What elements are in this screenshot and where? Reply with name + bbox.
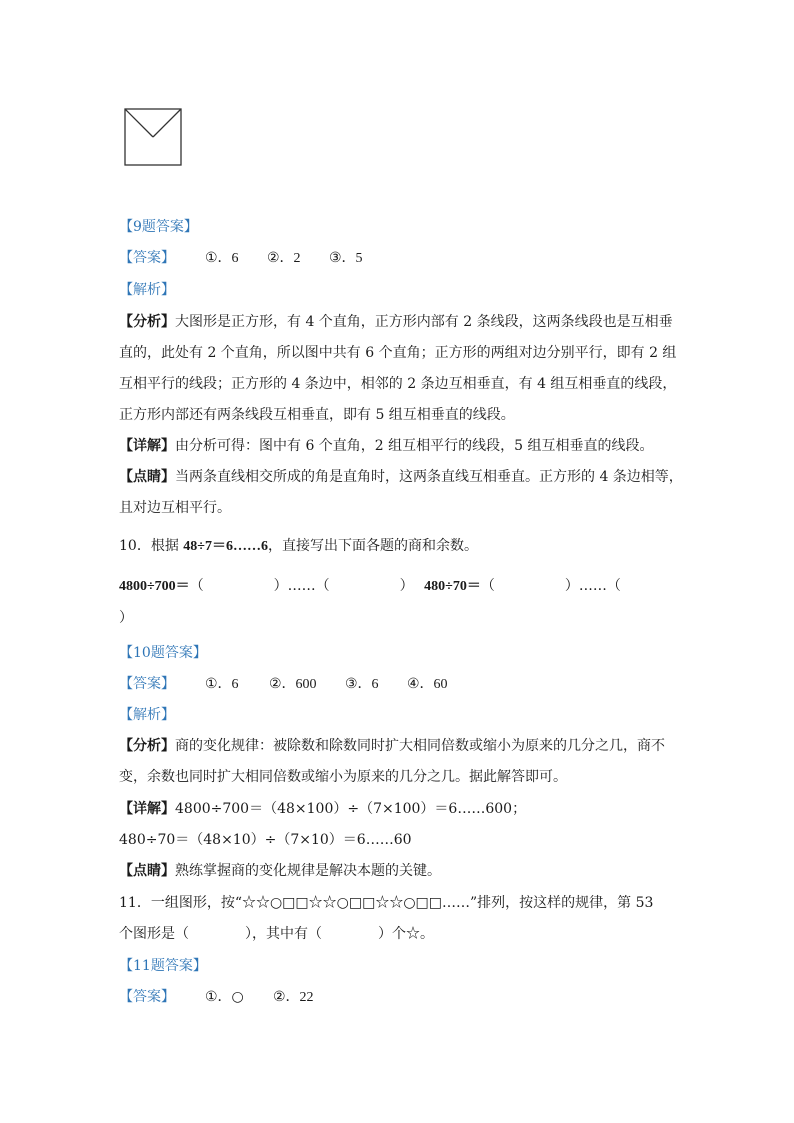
answer-item: ③．5 xyxy=(329,251,363,266)
fenxi-label: 【分析】 xyxy=(119,738,175,754)
dianjing-label: 【点睛】 xyxy=(119,469,175,485)
xiangjie-label: 【详解】 xyxy=(119,801,175,817)
answer-label: 【答案】 xyxy=(119,676,175,692)
dianjing-text: 熟练掌握商的变化规律是解决本题的关键。 xyxy=(175,863,441,879)
answer-item: ②．2 xyxy=(267,251,301,266)
q9-jiexi: 【解析】 xyxy=(119,282,175,298)
q10-blank-end: ） xyxy=(119,610,133,626)
answer-label: 【答案】 xyxy=(119,250,175,266)
q9-answer-heading: 【9题答案】 xyxy=(119,219,198,235)
q10-dianjing xyxy=(119,861,441,881)
q9-fenxi-line: 直的，此处有 2 个直角，所以图中共有 6 个直角；正方形的两组对边分别平行，即有 2 组 xyxy=(119,345,677,361)
fenxi-text: 大图形是正方形，有 4 个直角，正方形内部有 2 条线段，这两条线段也是互相垂 xyxy=(175,314,673,330)
q10-expressions xyxy=(119,576,621,597)
q10-fenxi xyxy=(119,736,665,756)
answer-item: ②．600 xyxy=(269,677,317,692)
q10-jiexi: 【解析】 xyxy=(119,707,175,723)
answer-item: ①．6 xyxy=(205,677,239,692)
dianjing-text: 当两条直线相交所成的角是直角时，这两条直线互相垂直。正方形的 4 条边相等， xyxy=(175,469,683,485)
answer-blanks-1: （ ）……（ ） xyxy=(189,578,414,594)
answer-item: ④．60 xyxy=(407,677,448,692)
answer-item: ③．6 xyxy=(345,677,379,692)
answer-item: ②．22 xyxy=(273,990,314,1005)
q11-stem-line: 个图形是（ ），其中有（ ）个☆。 xyxy=(119,926,434,942)
xiangjie-label: 【详解】 xyxy=(119,438,175,454)
xiangjie-text: 由分析可得：图中有 6 个直角，2 组互相平行的线段，5 组互相垂直的线段。 xyxy=(175,438,654,454)
answer-item: ①．6 xyxy=(205,251,239,266)
answer-blanks-2: （ ）……（ xyxy=(480,578,621,594)
q11-answer-heading: 【11题答案】 xyxy=(119,958,207,974)
stem-prefix: 10．根据 xyxy=(119,538,179,554)
q10-answer-heading: 【10题答案】 xyxy=(119,645,207,661)
dianjing-label: 【点睛】 xyxy=(119,863,175,879)
fenxi-text: 商的变化规律：被除数和除数同时扩大相同倍数或缩小为原来的几分之几，商不 xyxy=(175,738,665,754)
q9-fenxi-line: 正方形内部还有两条线段互相垂直，即有 5 组互相垂直的线段。 xyxy=(119,407,515,423)
answer-label: 【答案】 xyxy=(119,989,175,1005)
stem-suffix: ，直接写出下面各题的商和余数。 xyxy=(267,538,478,554)
q10-xiangjie-line: 480÷70＝（48×10）÷（7×10）＝6……60 xyxy=(119,832,412,848)
q10-stem xyxy=(119,536,478,557)
q9-fenxi-line xyxy=(119,312,673,332)
q9-dianjing-line: 且对边互相平行。 xyxy=(119,500,231,516)
expression-2: 480÷70＝ xyxy=(424,579,481,594)
q9-dianjing xyxy=(119,467,683,487)
q11-answer-row xyxy=(119,987,314,1008)
q10-xiangjie xyxy=(119,799,526,819)
q11-stem-line: 11．一组图形，按“☆☆○□□☆☆○□□☆☆○□□……”排列，按这样的规律，第 53 xyxy=(119,895,654,911)
answer-item: ①．○ xyxy=(205,989,244,1005)
q9-answer-row xyxy=(119,248,363,269)
stem-equation: 48÷7＝6……6 xyxy=(183,539,268,554)
expression-1: 4800÷700＝ xyxy=(119,579,190,594)
q9-xiangjie xyxy=(119,436,654,456)
xiangjie-text: 4800÷700＝（48×100）÷（7×100）＝6……600； xyxy=(175,801,527,817)
q10-answer-row xyxy=(119,674,448,695)
square-diagram xyxy=(124,108,184,168)
q10-fenxi-line: 变，余数也同时扩大相同倍数或缩小为原来的几分之几。据此解答即可。 xyxy=(119,769,567,785)
fenxi-label: 【分析】 xyxy=(119,314,175,330)
q9-fenxi-line: 互相平行的线段；正方形的 4 条边中，相邻的 2 条边互相垂直，有 4 组互相垂直的线段， xyxy=(119,376,677,392)
